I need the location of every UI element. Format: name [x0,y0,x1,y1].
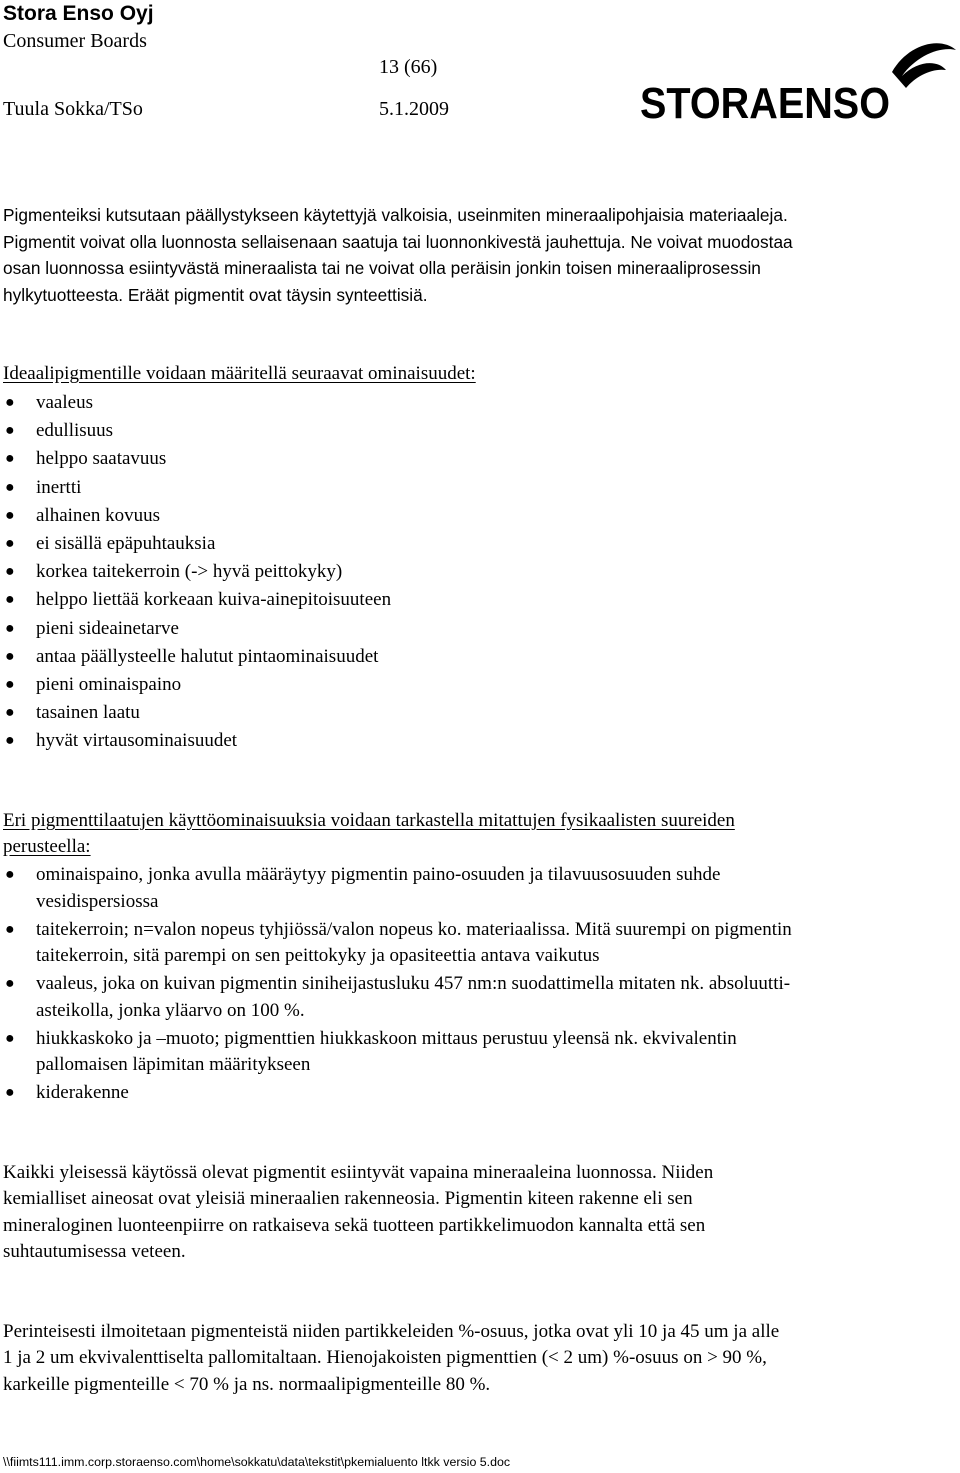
intro-line: osan luonnossa esiintyvästä mineraalista tai ne voivat olla peräisin jonkin toisen mineraaliprosessin [3,258,761,278]
paragraph-line: mineraloginen luonteenpiirre on ratkaiseva sekä tuotteen partikkelimuodon kannalta että sen [3,1214,706,1236]
author: Tuula Sokka/TSo [3,98,143,120]
bullet-icon: ● [5,478,15,496]
intro-line: hylkytuotteesta. Eräät pigmentit ovat täysin synteettisiä. [3,284,428,305]
list-item [0,671,955,699]
list-item [0,474,955,502]
list-item [0,502,955,530]
physical-list [0,862,955,1108]
footer-file-path: \\fiimts111.imm.corp.storaenso.com\home\sokkatu\data\tekstit\pkemialuento ltkk versio 5.doc [3,1455,511,1469]
bullet-icon: ● [5,866,15,883]
paragraph-line: 1 ja 2 um ekvivalenttiselta pallomitaltaan. Hienojakoisten pigmenttien (< 2 um) %-osuus on > 90 %, [3,1347,767,1369]
list-item-text: vaaleus [36,392,93,413]
bullet-icon: ● [5,975,15,992]
bullet-icon: ● [5,394,15,411]
list-item-text: alhainen kovuus [36,504,161,526]
list-item-text-cont: pallomaisen läpimitan määritykseen [36,1054,311,1075]
bullet-icon: ● [5,732,15,750]
list-item-text-cont: vesidispersiossa [36,890,159,912]
list-item [0,586,955,614]
list-item [0,643,955,671]
bullet-icon: ● [5,450,15,468]
bullet-icon: ● [5,676,15,694]
list-item [0,699,955,727]
list-item [0,530,955,558]
department-name: Consumer Boards [3,30,147,52]
bullet-icon: ● [5,591,15,609]
logo-wordmark: STORAENSO [640,79,890,122]
list-item-text: edullisuus [36,420,114,442]
list-item [0,971,955,1024]
particles-paragraph [3,1319,953,1398]
paragraph-line: suhtautumisessa veteen. [3,1241,186,1263]
list-item [0,862,955,915]
bullet-icon: ● [5,1029,15,1047]
physical-heading: Eri pigmenttilaatujen käyttöominaisuuksia voidaan tarkastella mitattujen fysikaalisten suureiden [3,810,735,831]
document-date: 5.1.2009 [379,98,449,120]
list-item [0,727,955,755]
paragraph-line: Kaikki yleisessä käytössä olevat pigmentit esiintyvät vapaina mineraaleina luonnossa. Niiden [3,1162,714,1183]
paragraph-line: Perinteisesti ilmoitetaan pigmenteistä niiden partikkeleiden %-osuus, jotka ovat yli 10 ja 45 um ja alle [3,1321,780,1342]
paragraph-line: kemialliset aineosat ovat yleisiä mineraalien rakenneosia. Pigmentin kiteen rakenne eli sen [3,1188,693,1210]
list-item-text: inertti [36,476,82,498]
intro-line: Pigmentit voivat olla luonnosta sellaisenaan saatuja tai luonnonkivestä jauhettuja. Ne voivat muodostaa [3,231,793,252]
list-item [0,558,955,586]
page-number: 13 (66) [379,56,438,78]
list-item-text: ei sisällä epäpuhtauksia [36,533,216,555]
list-item-text: hyvät virtausominaisuudet [36,730,238,752]
list-item [0,1080,955,1107]
company-name: Stora Enso Oyj [3,2,154,25]
list-item-text: korkea taitekerroin (-> hyvä peittokyky) [36,561,343,583]
list-item-text: ominaispaino, jonka avulla määräytyy pigmentin paino-osuuden ja tilavuusosuuden suhde [36,864,721,885]
stora-enso-logo [640,38,958,122]
list-item-text: pieni ominaispaino [36,674,182,696]
list-item-text: kiderakenne [36,1082,129,1103]
bullet-icon: ● [5,920,15,938]
properties-list [0,389,955,756]
bullet-icon: ● [5,647,15,665]
intro-paragraph [3,202,953,308]
list-item [0,389,955,417]
list-item-text-cont: taitekerroin, sitä parempi on sen peittokyky ja opasiteettia antava vaikutus [36,945,600,966]
list-item-text: antaa päällysteelle halutut pintaominaisuudet [36,645,379,667]
list-item [0,1026,955,1079]
list-item [0,417,955,445]
list-item-text: hiukkaskoko ja –muoto; pigmenttien hiukkaskoon mittaus perustuu yleensä nk. ekvivalentin [36,1027,737,1049]
list-item-text: vaaleus, joka on kuivan pigmentin siniheijastusluku 457 nm:n suodattimella mitaten nk. absoluutti- [36,973,791,994]
properties-heading: Ideaalipigmentille voidaan määritellä seuraavat ominaisuudet: [3,363,476,384]
list-item-text: taitekerroin; n=valon nopeus tyhjiössä/valon nopeus ko. materiaalissa. Mitä suurempi on pigmentin [36,918,792,940]
bullet-icon: ● [5,535,15,553]
bullet-icon: ● [5,422,15,440]
list-item-text: helppo saatavuus [36,448,167,470]
list-item-text: pieni sideainetarve [36,617,179,639]
list-item-text: tasainen laatu [36,702,140,724]
list-item [0,615,955,643]
physical-heading-cont: perusteella: [3,836,91,857]
bullet-icon: ● [5,619,15,637]
bullet-icon: ● [5,563,15,581]
list-item [0,917,955,970]
bullet-icon: ● [5,506,15,524]
bullet-icon: ● [5,704,15,722]
minerals-paragraph [3,1160,953,1266]
intro-line: Pigmenteiksi kutsutaan päällystykseen käytettyjä valkoisia, useinmiten mineraalipohjaisia materiaaleja. [3,205,788,225]
list-item-text: helppo liettää korkeaan kuiva-ainepitoisuuteen [36,589,392,611]
paragraph-line: karkeille pigmenteille < 70 % ja ns. normaalipigmenteille 80 %. [3,1373,491,1395]
bullet-icon: ● [5,1084,15,1101]
list-item [0,445,955,473]
list-item-text-cont: asteikolla, jonka yläarvo on 100 %. [36,999,305,1021]
